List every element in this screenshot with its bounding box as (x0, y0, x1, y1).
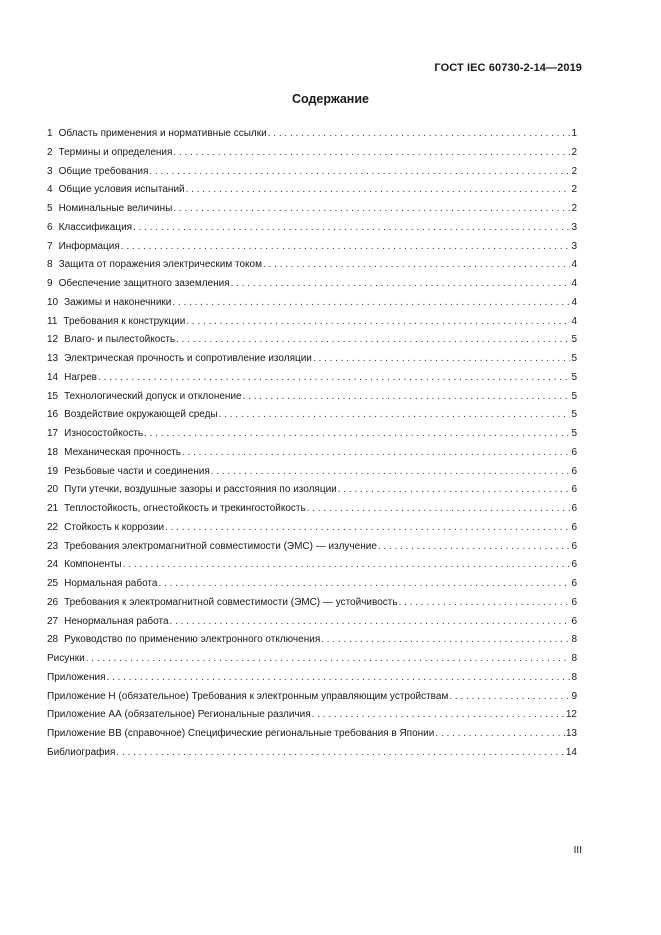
toc-entry-title: Приложение АА (обязательное) Региональные различия (47, 709, 311, 721)
toc-entry-page: 6 (571, 484, 577, 496)
toc-entry-number: 10 (47, 296, 59, 308)
toc-entry[interactable] (47, 744, 577, 763)
toc-dot-leader (243, 388, 571, 407)
toc-dot-leader (186, 313, 570, 332)
toc-entry[interactable] (47, 256, 577, 275)
toc-entry-page: 5 (571, 371, 577, 383)
toc-entry[interactable] (47, 294, 577, 313)
toc-entry-page: 2 (571, 184, 577, 196)
toc-entry-title: Нагрев (64, 371, 97, 383)
toc-entry-page: 6 (571, 559, 577, 571)
toc-entry-number: 27 (47, 615, 59, 627)
toc-dot-leader (107, 669, 571, 688)
toc-entry[interactable] (47, 275, 577, 294)
toc-entry-number: 7 (47, 240, 53, 252)
toc-entry-title: Требования к электромагнитной совместимости (ЭМС) — устойчивость (64, 596, 398, 608)
toc-dot-leader (176, 331, 570, 350)
toc-entry-number: 3 (47, 165, 53, 177)
toc-entry[interactable] (47, 575, 577, 594)
toc-dot-leader (158, 575, 570, 594)
toc-entry[interactable] (47, 200, 577, 219)
toc-entry-number: 28 (47, 634, 59, 646)
toc-entry[interactable] (47, 313, 577, 332)
toc-dot-leader (399, 594, 571, 613)
toc-entry-number: 5 (47, 203, 53, 214)
toc-entry-title: Общие требования (58, 165, 149, 177)
toc-entry-page: 5 (571, 390, 577, 402)
toc-entry[interactable] (47, 125, 577, 144)
toc-entry[interactable] (47, 500, 577, 519)
toc-entry-page: 12 (565, 709, 577, 721)
toc-entry[interactable] (47, 425, 577, 444)
toc-entry-number: 12 (47, 334, 59, 346)
toc-entry-number: 14 (47, 371, 59, 383)
toc-entry-title: Технологический допуск и отклонение (64, 390, 242, 402)
toc-entry[interactable] (47, 481, 577, 500)
toc-entry-number: 9 (47, 278, 53, 289)
toc-dot-leader (338, 481, 571, 500)
toc-entry-number: 2 (47, 146, 53, 158)
toc-entry-title: Приложения (47, 671, 106, 683)
toc-entry-title: Требования электромагнитной совместимости (ЭМС) — излучение (64, 540, 377, 552)
toc-dot-leader (172, 294, 570, 313)
toc-entry[interactable] (47, 538, 577, 557)
toc-entry-page: 6 (571, 578, 577, 589)
toc-entry-number: 13 (47, 353, 59, 364)
toc-dot-leader (378, 538, 571, 557)
toc-dot-leader (165, 519, 570, 538)
toc-entry-number: 1 (47, 128, 53, 139)
toc-dot-leader (173, 200, 570, 219)
toc-entry-page: 4 (571, 296, 577, 308)
toc-entry-page: 2 (571, 203, 577, 214)
toc-dot-leader (186, 181, 571, 200)
toc-entry[interactable] (47, 144, 577, 163)
page-number: III (573, 845, 582, 856)
toc-entry-page: 4 (571, 278, 577, 289)
toc-entry-title: Классификация (58, 221, 133, 233)
toc-entry-title: Библиография (47, 746, 116, 758)
toc-dot-leader (449, 688, 570, 707)
toc-entry-page: 8 (571, 671, 577, 683)
toc-entry-number: 22 (47, 521, 59, 533)
toc-entry[interactable] (47, 388, 577, 407)
toc-heading: Содержание (291, 92, 369, 106)
toc-entry-page: 6 (571, 446, 577, 458)
toc-entry-title: Рисунки (47, 653, 85, 664)
toc-entry[interactable] (47, 669, 577, 688)
toc-entry[interactable] (47, 181, 577, 200)
toc-entry-title: Приложение ВВ (справочное) Специфические региональные требования в Японии (47, 728, 435, 739)
toc-entry-title: Обеспечение защитного заземления (58, 278, 230, 289)
toc-entry-title: Механическая прочность (64, 446, 181, 458)
toc-entry-number: 16 (47, 409, 59, 421)
toc-entry[interactable] (47, 238, 577, 257)
toc-entry-page: 2 (571, 165, 577, 177)
toc-dot-leader (173, 144, 570, 163)
toc-entry[interactable] (47, 594, 577, 613)
toc-entry-title: Износостойкость (64, 428, 144, 439)
toc-entry[interactable] (47, 350, 577, 369)
toc-entry-number: 21 (47, 503, 59, 514)
toc-dot-leader (116, 744, 564, 763)
toc-entry-page: 4 (571, 315, 577, 327)
toc-entry-page: 2 (571, 146, 577, 158)
toc-entry-title: Область применения и нормативные ссылки (58, 128, 267, 139)
toc-entry-page: 3 (571, 240, 577, 252)
toc-entry-number: 15 (47, 390, 59, 402)
toc-entry-title: Приложение Н (обязательное) Требования к электронным управляющим устройствам (47, 690, 449, 702)
toc-dot-leader (219, 406, 571, 425)
toc-entry-title: Требования к конструкции (63, 315, 186, 327)
toc-entry-title: Влаго- и пылестойкость (64, 334, 176, 346)
toc-dot-leader (133, 219, 570, 238)
standard-code: ГОСТ IEC 60730-2-14—2019 (434, 62, 582, 74)
toc-dot-leader (170, 613, 571, 632)
toc-entry-title: Теплостойкость, огнестойкость и трекингостойкость (64, 503, 306, 514)
toc-entry[interactable] (47, 725, 577, 744)
toc-entry-page: 6 (571, 521, 577, 533)
toc-entry[interactable] (47, 219, 577, 238)
toc-entry-title: Термины и определения (58, 146, 173, 158)
toc-entry-page: 8 (571, 634, 577, 646)
toc-entry-page: 5 (571, 353, 577, 364)
toc-entry[interactable] (47, 613, 577, 632)
toc-entry-page: 6 (571, 465, 577, 477)
toc-entry[interactable] (47, 556, 577, 575)
toc-dot-leader (263, 256, 570, 275)
toc-entry[interactable] (47, 706, 577, 725)
toc-entry-number: 8 (47, 259, 53, 271)
toc-entry-page: 3 (571, 221, 577, 233)
toc-entry-page: 13 (565, 728, 577, 739)
toc-entry-title: Защита от поражения электрическим током (58, 259, 262, 271)
toc-entry-page: 6 (571, 615, 577, 627)
toc-dot-leader (123, 556, 571, 575)
toc-entry-page: 5 (571, 428, 577, 439)
toc-entry[interactable] (47, 631, 577, 650)
toc-dot-leader (121, 238, 571, 257)
toc-entry-title: Пути утечки, воздушные зазоры и расстояния по изоляции (64, 484, 337, 496)
toc-entry[interactable] (47, 163, 577, 182)
toc-entry-page: 9 (571, 690, 577, 702)
toc-entry-title: Электрическая прочность и сопротивление изоляции (64, 353, 312, 364)
toc-entry-number: 24 (47, 559, 59, 571)
toc-entry-number: 11 (47, 315, 58, 327)
toc-entry[interactable] (47, 406, 577, 425)
toc-entry[interactable] (47, 650, 577, 669)
toc-dot-leader (435, 725, 565, 744)
toc-entry-number: 26 (47, 596, 59, 608)
toc-dot-leader (144, 425, 570, 444)
toc-dot-leader (268, 125, 571, 144)
toc-entry-number: 23 (47, 540, 59, 552)
toc-entry-title: Стойкость к коррозии (64, 521, 165, 533)
toc-dot-leader (307, 500, 571, 519)
toc-entry-title: Общие условия испытаний (58, 184, 185, 196)
toc-entry-page: 1 (571, 128, 577, 139)
toc-entry-number: 25 (47, 578, 59, 589)
toc-entry-title: Руководство по применению электронного отключения (64, 634, 321, 646)
toc-dot-leader (211, 463, 571, 482)
toc-entry-title: Номинальные величины (58, 203, 173, 214)
toc-entry-page: 14 (565, 746, 577, 758)
toc-entry-title: Воздействие окружающей среды (64, 409, 218, 421)
toc-entry-title: Информация (58, 240, 120, 252)
toc-dot-leader (149, 163, 570, 182)
toc-entry[interactable] (47, 331, 577, 350)
toc-dot-leader (321, 631, 570, 650)
toc-entry-number: 18 (47, 446, 59, 458)
toc-entry[interactable] (47, 369, 577, 388)
toc-entry-title: Резьбовые части и соединения (64, 465, 210, 477)
toc-entry-page: 8 (571, 653, 577, 664)
toc-entry-number: 6 (47, 221, 53, 233)
toc-entry-page: 4 (571, 259, 577, 271)
toc-entry-page: 5 (571, 409, 577, 421)
toc-dot-leader (182, 444, 570, 463)
toc-entry[interactable] (47, 688, 577, 707)
toc-entry-number: 17 (47, 428, 59, 439)
table-of-contents (47, 125, 577, 763)
toc-dot-leader (98, 369, 570, 388)
toc-entry-number: 19 (47, 465, 59, 477)
toc-entry-page: 5 (571, 334, 577, 346)
toc-entry[interactable] (47, 463, 577, 482)
toc-entry[interactable] (47, 519, 577, 538)
toc-entry-title: Ненормальная работа (64, 615, 169, 627)
toc-entry-number: 20 (47, 484, 59, 496)
toc-dot-leader (231, 275, 571, 294)
toc-dot-leader (86, 650, 571, 669)
toc-entry-title: Нормальная работа (64, 578, 158, 589)
toc-entry-page: 6 (571, 503, 577, 514)
toc-entry-title: Зажимы и наконечники (64, 296, 172, 308)
toc-entry-title: Компоненты (64, 559, 122, 571)
toc-dot-leader (312, 706, 565, 725)
toc-dot-leader (313, 350, 571, 369)
toc-entry-page: 6 (571, 540, 577, 552)
toc-entry-page: 6 (571, 596, 577, 608)
toc-entry[interactable] (47, 444, 577, 463)
toc-entry-number: 4 (47, 184, 53, 196)
